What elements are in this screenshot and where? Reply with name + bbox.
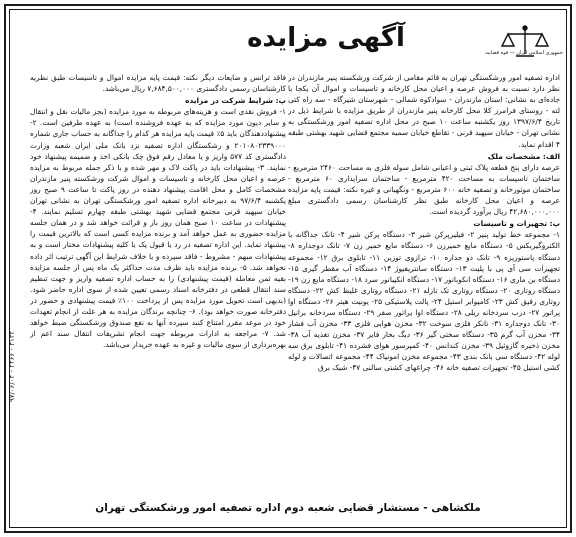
section-c-title: پ: شرایط شرکت در مزایده	[185, 96, 286, 106]
section-a-title: الف: مشخصات ملک	[487, 151, 560, 161]
side-reference-code: ۹۷/۰۶/۰۴ - ۲۴۶۶ - ۳۱۳۲	[8, 330, 16, 402]
left-column	[30, 72, 286, 492]
page-title: آگهی مزایده	[247, 23, 405, 53]
right-column	[288, 72, 560, 492]
section-c-body: ۱- فروش نقدی است و هزینه‌های مربوطه به مورد مزایده (بجز مالیات نقل و انتقال و سایر دیون مورد مزایده که به عهده فروشنده است) به عهده طرفین است. ۲- پیشنهاددهندگان باید ۵٪ قیمت پایه مزایده هر کدام را جداگانه به حساب جاری شماره ۲۰۱۰۸۰۲۳۳۹۰۰۰ و رشکستگان اداره تصفیه نزد بانک ملی ایران شعبه وزارت دادگستری کد ۵۷۷ واریز و یا معادل رقم فوق چک بانکی اخذ و ضمیمه پیشنهاد خود نمایند. ۳- پیشنهادات باید در پاکت لاک و مهر شده و با ذکر جمله مربوط به مزایده عرصه و اعیان محل کارخانه و تاسیسات و اموال شرکت ورشکسته پنیر مازندران مشخصات کامل و محل اقامت پیشنهاد دهنده در روز پاکت تا ساعت ۹ صبح روز یکشنبه ۹۷/۶/۴ به دبیرخانه اداره تصفیه امور ورشکستگی تهران به نشانی تهران خیابان سپهبد قرنی مجتمع قضایی شهید بهشتی طبقه چهارم تسلیم نمایند. ۴- پیشنهادات در ساعت ۱۰ صبح همان روز باز و قرائت خواهد شد و در همان جلسه مزایده حضوری به عمل خواهد آمد و برنده مزایده کسی است که بالاترین قیمت را پیشنهاد نماید. این اداره تصفیه در رد یا قبول یک یا کلیه پیشنهادات مختار است و به پیشنهادات مبهم - مشروط - فاقد سپرده و یا خلاف شرایط این آگهی ترتیب اثر داده نخواهد شد. ۵- برنده مزایده باید ظرف مدت حداکثر یک ماه پس از جلسه مزایده بقیه ثمن معامله (قیمت پیشنهادی) را به حساب اداره تصفیه واریز و جهت تنظیم سند انتقال قطعی در دفترخانه اسناد رسمی تعیین شده از سوی اداره حاضر شود. (بدیهی است تحویل مورد مزایده پس از پرداخت ۱۰۰٪ قیمت پیشنهادی و حضور در دفترخانه صورت خواهد بود). ۶- چنانچه برندگان مزایده به هر علت از انجام تعهدات خود در موعد مقرر امتناع کنند سپرده آنها به نفع صندوق ورشکستگی ضبط خواهد شد. ۷- مراجعه به ادارات مربوطه جهت انجام تشریفات انتقال سند اعم از بهره‌برداری از سوی مالیات و غیره به عهده خریدار می‌باشد.	[30, 107, 286, 350]
signature-line: ملکشاهی - مستشار قضایی شعبه دوم اداره تصفیه امور ورشکستگی تهران	[95, 502, 481, 514]
footer	[16, 493, 560, 523]
intro-paragraph: اداره تصفیه امور ورشکستگی تهران به قائم مقامی از شرکت ورشکسته پنیر مازندران در نظر دارد نسبت به فروش عرصه و اعیان محل کارخانه و تاسیسات و اموال آن یکجا با جاده‌ای به نشانی: استان مازندران - سوادکوه شمالی - شهرستان شیرگاه - سه راه کتی لته - روستای فرامرز کلا محل کارخانه پنیر مازندران از طریق مزایده با شرایط ذیل در تاریخ ۱۳۹۷/۶/۴ روز یکشنبه ساعت ۱۰ صبح در محل اداره تصفیه امور ورشکستگی به نشانی تهران - خیابان سپهبد قرنی - تقاطع خیابان سمیه مجتمع قضایی شهید بهشتی طبقه ۴ اقدام نماید.	[288, 73, 560, 149]
section-a-body: عرصه دارای پنج قطعه پلاک ثبتی و اعیانی شامل سوله فلزی به مساحت ۲۴۶۰ مترمربع - ساختمان تاسیسات به مساحت ۴۲۰ مترمربع - ساختمان سرایداری ۶۰ مترمربع - ساختمان موتورخانه و تصفیه خانه ۶۰۰ مترمربع - ونگهبانی و غیره نکته: قیمت پایه مزایده عرصه و اعیان محل کارخانه طبق نظر کارشناسان رسمی دادگستری مبلغ ۴۲,۶۸۰,۰۰۰,۰۰۰ ریال برآورد گردیده است.	[288, 162, 560, 217]
title-bar	[146, 16, 506, 60]
left-top-paragraph: فاقد ترانس و ضایعات دیگر نکته: قیمت پایه مزایده اموال و تاسیسات طبق نظریه کارشناسان رسمی دادگستری ۷,۶۸۴,۵۰۰,۰۰۰ ریال می‌باشد.	[30, 73, 286, 94]
section-b-title: ب: تجهیزات و تاسیسات	[473, 219, 560, 229]
advertisement-frame	[4, 4, 572, 533]
content-columns	[16, 72, 560, 492]
logo-caption: جمهوری اسلامی ایران — قوه قضاییه	[485, 50, 563, 56]
section-b-body: ۱- مجموعه خط تولید پنیر ۲- فیلیرپرکن شیر ۳- دستگاه پرکن شیر ۴- تانک جداگانه با الکتروگیربکس ۵- دستگاه مایع خمیرزن ۶- دستگاه مایع خمیر زن ۷- تانک دوجداره ۸- دستگاه پاستوریزه ۹- تانک دو جداره ۱۰- ترازوی توزین ۱۱- تابلوی برق ۱۲- مجموعه تجهیزات سی آی پی با پلیت ۱۳- دستگاه سانتریفیوژ ۱۴- دستگاه آب مقطر گیری ۱۵- دستگاه بن ماری ۱۶- دستگاه انکوباتور ۱۷- دستگاه انکیباتور سرد ۱۸- دستگاه مایع زن ۱۹- دستگاه روتاری ۲۰- دستگاه روتاری تک نازله ۲۱- دستگاه روتاری غلیظ کش ۲۲- دستگاه روتاری رقیق کش ۲۳- کامپوابر استیل ۲۴- پالت پلاستیکی ۲۵- یونیت هیتر ۲۶- دستگاه اوا پراتور ۲۷- درب سردخانه ریلی ۲۸- دستگاه اوا پراتور صفر ۲۹- دستگاه سردخانه برانیل ۳۰- تانک دوجداره ۳۱- تانکر فلزی سوخت ۳۲- مخزن هوایی فلزی ۳۳- مخزن آب فشار ۳۴- مخزن آب گرم ۳۵- دستگاه سختی گیر ۳۶- دیگ بخار فایر ۳۷- مخزن تغذیه آب ۳۸- مخزن ذخیره گازوئیل ۳۹- مخزن کندانس ۴۰- کمپرسور هوای فشرده ۴۱- تابلوی برق سه لوله ۴۲- دستگاه سی بانک بندی ۴۳- مجموعه مخزن امونیاک ۴۴- مجموعه اتصالات و لوله کشی استیل ۴۵- تجهیزات تصفیه خانه ۴۶- چراغهای کشتی سالنی ۴۷- شیک برق	[288, 230, 560, 373]
